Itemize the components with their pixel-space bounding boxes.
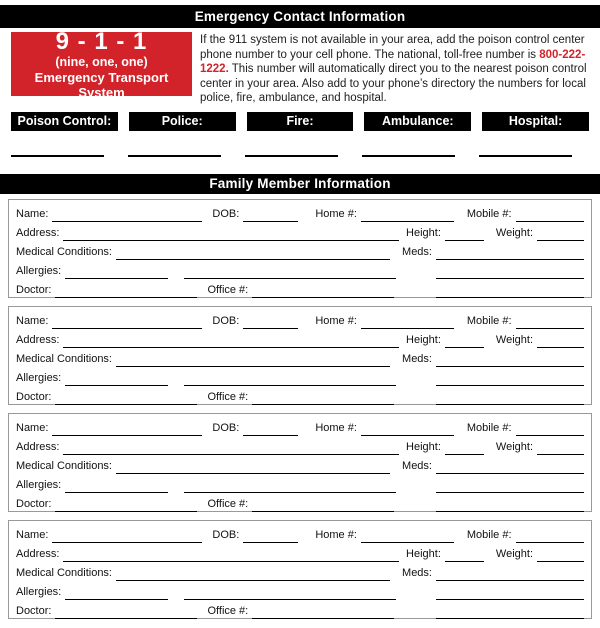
doctor-label: Doctor:	[16, 497, 52, 510]
member-row-allergies	[16, 581, 584, 600]
meds-write-line	[436, 354, 584, 367]
meds-continuation-line-2	[436, 285, 584, 298]
home-phone-write-line	[361, 423, 454, 436]
name-write-line	[52, 316, 202, 329]
medical-conditions-label: Medical Conditions:	[16, 245, 112, 258]
medical-conditions-label: Medical Conditions:	[16, 566, 112, 579]
height-write-line	[445, 335, 484, 348]
family-member-card	[8, 520, 592, 619]
family-member-card	[8, 413, 592, 512]
height-write-line	[445, 549, 484, 562]
doctor-label: Doctor:	[16, 390, 52, 403]
doctor-label: Doctor:	[16, 283, 52, 296]
mobile-phone-write-line	[516, 316, 584, 329]
allergies-continuation-line	[184, 480, 396, 493]
member-row-name	[16, 524, 584, 543]
allergies-continuation-line	[184, 587, 396, 600]
member-row-medical	[16, 562, 584, 581]
office-phone-write-line	[252, 285, 394, 298]
medical-conditions-write-line	[116, 247, 390, 260]
nine-one-one-words: (nine, one, one)	[55, 54, 148, 69]
meds-write-line	[436, 568, 584, 581]
member-row-medical	[16, 348, 584, 367]
contact-label-ambulance: Ambulance:	[364, 112, 471, 131]
office-phone-label: Office #:	[207, 390, 249, 403]
name-write-line	[52, 530, 202, 543]
home-phone-label: Home #:	[315, 314, 357, 327]
office-phone-label: Office #:	[207, 283, 249, 296]
allergies-continuation-line	[184, 266, 396, 279]
mobile-phone-label: Mobile #:	[466, 207, 512, 220]
name-label: Name:	[16, 421, 49, 434]
office-phone-write-line	[252, 392, 394, 405]
contact-label-police: Police:	[129, 112, 236, 131]
dob-label: DOB:	[212, 314, 240, 327]
address-write-line	[63, 228, 399, 241]
office-phone-label: Office #:	[207, 497, 249, 510]
medical-conditions-label: Medical Conditions:	[16, 459, 112, 472]
meds-continuation-line-2	[436, 499, 584, 512]
medical-conditions-write-line	[116, 461, 390, 474]
allergies-label: Allergies:	[16, 478, 62, 491]
member-row-allergies	[16, 474, 584, 493]
address-label: Address:	[16, 547, 60, 560]
address-label: Address:	[16, 333, 60, 346]
home-phone-label: Home #:	[315, 207, 357, 220]
dob-write-line	[243, 209, 298, 222]
member-row-doctor	[16, 279, 584, 298]
height-write-line	[445, 228, 484, 241]
weight-write-line	[537, 228, 584, 241]
home-phone-write-line	[361, 209, 454, 222]
intro-text-before: If the 911 system is not available in your area, add the poison control center phone number to your cell phone. The national, toll-free number is	[200, 34, 585, 61]
doctor-write-line	[55, 285, 197, 298]
member-row-name	[16, 417, 584, 436]
contact-write-line	[128, 155, 221, 157]
member-row-allergies	[16, 260, 584, 279]
allergies-write-line	[65, 480, 168, 493]
mobile-phone-label: Mobile #:	[466, 314, 512, 327]
address-label: Address:	[16, 226, 60, 239]
height-label: Height:	[406, 440, 441, 453]
weight-label: Weight:	[495, 226, 533, 239]
meds-continuation-line	[436, 587, 584, 600]
meds-label: Meds:	[402, 459, 432, 472]
dob-write-line	[243, 423, 298, 436]
family-member-card	[8, 199, 592, 298]
member-row-medical	[16, 455, 584, 474]
weight-label: Weight:	[495, 440, 533, 453]
nine-one-one-number: 9 - 1 - 1	[55, 27, 148, 55]
doctor-write-line	[55, 606, 197, 619]
meds-write-line	[436, 247, 584, 260]
family-section-title: Family Member Information	[209, 176, 391, 192]
member-row-doctor	[16, 386, 584, 405]
name-label: Name:	[16, 528, 49, 541]
meds-label: Meds:	[402, 566, 432, 579]
name-label: Name:	[16, 207, 49, 220]
weight-label: Weight:	[495, 333, 533, 346]
emergency-contact-header-bar	[0, 5, 600, 28]
meds-continuation-line	[436, 266, 584, 279]
address-write-line	[63, 549, 399, 562]
height-label: Height:	[406, 226, 441, 239]
dob-label: DOB:	[212, 528, 240, 541]
nine-one-one-box	[11, 27, 192, 100]
mobile-phone-write-line	[516, 530, 584, 543]
mobile-phone-label: Mobile #:	[466, 528, 512, 541]
member-row-address	[16, 222, 584, 241]
home-phone-write-line	[361, 530, 454, 543]
contact-write-line	[11, 155, 104, 157]
height-label: Height:	[406, 547, 441, 560]
doctor-write-line	[55, 499, 197, 512]
medical-conditions-write-line	[116, 568, 390, 581]
contact-write-line	[362, 155, 455, 157]
mobile-phone-write-line	[516, 209, 584, 222]
family-member-header-bar	[0, 174, 600, 194]
medical-conditions-write-line	[116, 354, 390, 367]
dob-write-line	[243, 316, 298, 329]
contact-label-hospital: Hospital:	[482, 112, 589, 131]
name-write-line	[52, 423, 202, 436]
emergency-transport-label: Emergency Transport System	[34, 69, 169, 100]
doctor-write-line	[55, 392, 197, 405]
allergies-write-line	[65, 266, 168, 279]
address-label: Address:	[16, 440, 60, 453]
family-members	[0, 199, 600, 619]
allergies-write-line	[65, 373, 168, 386]
member-row-name	[16, 310, 584, 329]
medical-conditions-label: Medical Conditions:	[16, 352, 112, 365]
office-phone-write-line	[252, 606, 394, 619]
weight-write-line	[537, 335, 584, 348]
contact-label-poisoncontrol: Poison Control:	[11, 112, 118, 131]
address-write-line	[63, 442, 399, 455]
allergies-continuation-line	[184, 373, 396, 386]
contact-write-line	[479, 155, 572, 157]
office-phone-write-line	[252, 499, 394, 512]
member-row-allergies	[16, 367, 584, 386]
family-member-card	[8, 306, 592, 405]
page-title: Emergency Contact Information	[194, 9, 406, 24]
contact-blanks-row	[11, 155, 572, 157]
doctor-label: Doctor:	[16, 604, 52, 617]
weight-label: Weight:	[495, 547, 533, 560]
address-write-line	[63, 335, 399, 348]
meds-continuation-line-2	[436, 606, 584, 619]
height-write-line	[445, 442, 484, 455]
member-row-address	[16, 329, 584, 348]
mobile-phone-write-line	[516, 423, 584, 436]
allergies-write-line	[65, 587, 168, 600]
dob-write-line	[243, 530, 298, 543]
allergies-label: Allergies:	[16, 371, 62, 384]
office-phone-label: Office #:	[207, 604, 249, 617]
member-row-address	[16, 543, 584, 562]
meds-label: Meds:	[402, 352, 432, 365]
emergency-contacts-row	[11, 112, 589, 131]
meds-write-line	[436, 461, 584, 474]
member-row-doctor	[16, 493, 584, 512]
height-label: Height:	[406, 333, 441, 346]
meds-continuation-line	[436, 373, 584, 386]
poison-control-phone-number: 800-222-1222.	[200, 48, 586, 76]
allergies-label: Allergies:	[16, 585, 62, 598]
mobile-phone-label: Mobile #:	[466, 421, 512, 434]
allergies-label: Allergies:	[16, 264, 62, 277]
weight-write-line	[537, 442, 584, 455]
member-row-name	[16, 203, 584, 222]
member-row-doctor	[16, 600, 584, 619]
contact-label-fire: Fire:	[247, 112, 354, 131]
name-write-line	[52, 209, 202, 222]
intro-paragraph	[200, 32, 590, 106]
intro-section	[11, 27, 590, 106]
meds-continuation-line	[436, 480, 584, 493]
member-row-medical	[16, 241, 584, 260]
dob-label: DOB:	[212, 207, 240, 220]
home-phone-write-line	[361, 316, 454, 329]
meds-label: Meds:	[402, 245, 432, 258]
home-phone-label: Home #:	[315, 528, 357, 541]
meds-continuation-line-2	[436, 392, 584, 405]
dob-label: DOB:	[212, 421, 240, 434]
intro-text-after: This number will automatically direct you to the nearest poison control center in your area. Also add to your phone’s directory the numbers for local police, fire, ambulance, and hospital.	[200, 63, 587, 105]
name-label: Name:	[16, 314, 49, 327]
contact-write-line	[245, 155, 338, 157]
member-row-address	[16, 436, 584, 455]
home-phone-label: Home #:	[315, 421, 357, 434]
weight-write-line	[537, 549, 584, 562]
